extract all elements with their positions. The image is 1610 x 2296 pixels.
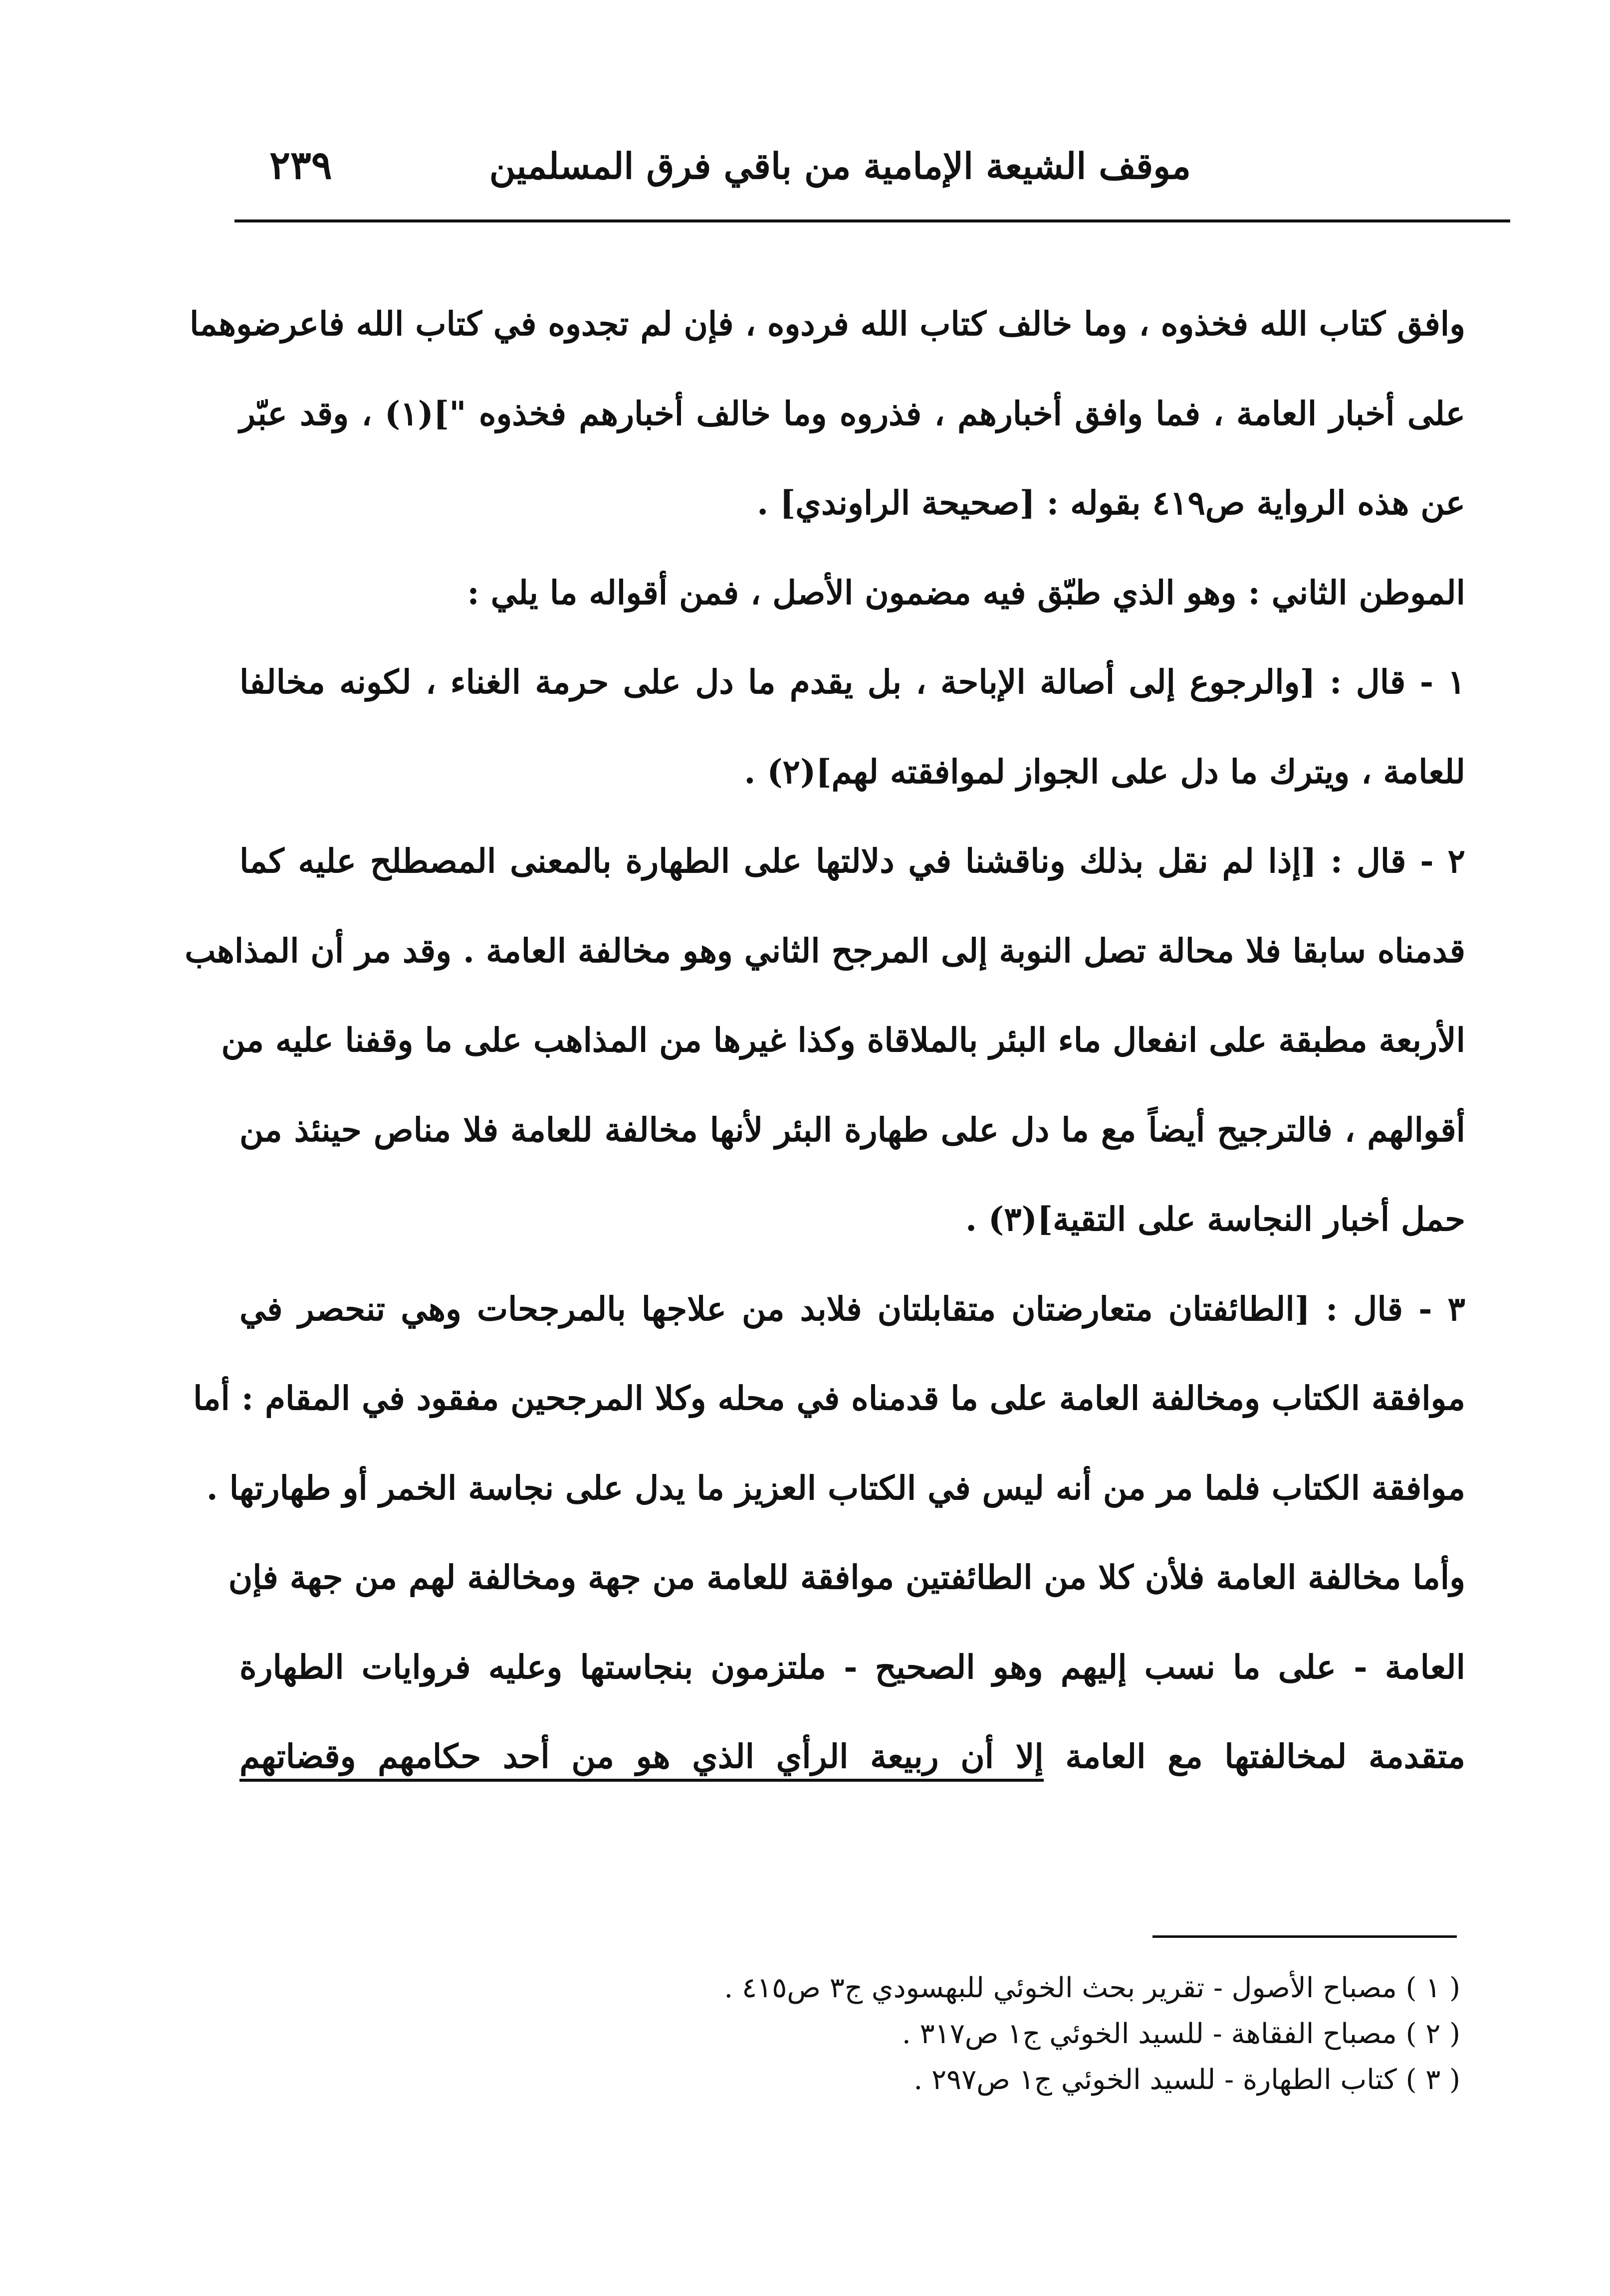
text-line: ٣ - قال : [الطائفتان متعارضتان متقابلتان فلابد من علاجها بالمرجحات وهي تنحصر في bbox=[239, 1289, 1465, 1328]
footnote-2: ( ٢ ) مصباح الفقاهة - للسيد الخوئي ج١ ص٣١٧ . bbox=[902, 2018, 1460, 2050]
text-line: وأما مخالفة العامة فلأن كلا من الطائفتين موافقة للعامة من جهة ومخالفة لهم من جهة فإن bbox=[228, 1558, 1465, 1597]
page-header bbox=[234, 140, 1510, 214]
text-line: قدمناه سابقا فلا محالة تصل النوبة إلى المرجح الثاني وهو مخالفة العامة . وقد مر أن المذاهب bbox=[185, 931, 1465, 970]
text-line: على أخبار العامة ، فما وافق أخبارهم ، فذروه وما خالف أخبارهم فخذوه "](١) ، وقد عبّر bbox=[239, 394, 1465, 433]
text-line: للعامة ، ويترك ما دل على الجواز لموافقته لهم](٢) . bbox=[744, 752, 1465, 791]
text-line: ٢ - قال : [إذا لم نقل بذلك وناقشنا في دلالتها على الطهارة بالمعنى المصطلح عليه كما bbox=[239, 841, 1465, 880]
text-line: حمل أخبار النجاسة على التقية](٣) . bbox=[965, 1200, 1465, 1239]
footnote-divider bbox=[1152, 1935, 1457, 1938]
text-line: أقوالهم ، فالترجيح أيضاً مع ما دل على طهارة البئر لأنها مخالفة للعامة فلا مناص حينئذ من bbox=[239, 1110, 1465, 1149]
text-line: موافقة الكتاب فلما مر من أنه ليس في الكتاب العزيز ما يدل على نجاسة الخمر أو طهارتها . bbox=[206, 1468, 1465, 1507]
footnote-3: ( ٣ ) كتاب الطهارة - للسيد الخوئي ج١ ص٢٩٧ . bbox=[914, 2064, 1460, 2096]
footnotes bbox=[449, 1965, 1460, 2103]
text-line: الموطن الثاني : وهو الذي طبّق فيه مضمون الأصل ، فمن أقواله ما يلي : bbox=[467, 573, 1465, 612]
last-line-plain-text: متقدمة لمخالفتها مع العامة bbox=[1065, 1737, 1465, 1776]
main-text bbox=[185, 279, 1465, 1802]
footnote-1: ( ١ ) مصباح الأصول - تقرير بحث الخوئي للبهسودي ج٣ ص٤١٥ . bbox=[724, 1972, 1460, 2004]
text-line: العامة - على ما نسب إليهم وهو الصحيح - ملتزمون بنجاستها وعليه فروايات الطهارة bbox=[239, 1647, 1465, 1686]
running-title: موقف الشيعة الإمامية من باقي فرق المسلمين bbox=[489, 145, 1191, 187]
text-line: وافق كتاب الله فخذوه ، وما خالف كتاب الله فردوه ، فإن لم تجدوه في كتاب الله فاعرضوهما bbox=[190, 304, 1465, 343]
underlined-text: إلا أن ربيعة الرأي الذي هو من أحد حكامهم وقضاتهم bbox=[239, 1737, 1044, 1782]
text-line: ١ - قال : [والرجوع إلى أصالة الإباحة ، بل يقدم ما دل على حرمة الغناء ، لكونه مخالفا bbox=[239, 662, 1465, 701]
page-number: ٢٣٩ bbox=[269, 143, 332, 188]
text-line: عن هذه الرواية ص٤١٩ بقوله : [صحيحة الراوندي] . bbox=[757, 483, 1465, 522]
header-divider bbox=[234, 219, 1510, 222]
text-line: موافقة الكتاب ومخالفة العامة على ما قدمناه في محله وكلا المرجحين مفقود في المقام : أما bbox=[193, 1379, 1465, 1418]
text-line-last bbox=[239, 1712, 1465, 1802]
text-line: الأربعة مطبقة على انفعال ماء البئر بالملاقاة وكذا غيرها من المذاهب على ما وقفنا عليه من bbox=[221, 1021, 1465, 1059]
